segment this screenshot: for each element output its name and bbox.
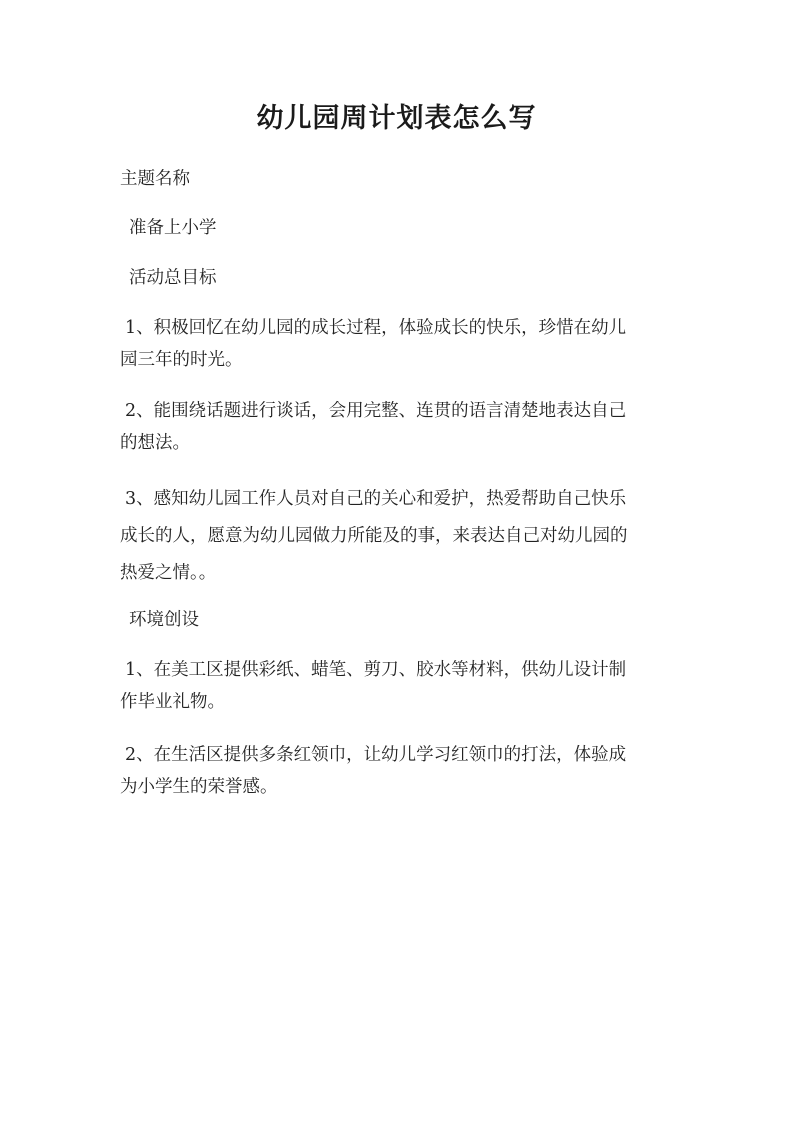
- goal-item-1-line-2: 园三年的时光。: [120, 350, 243, 370]
- document-title: 幼儿园周计划表怎么写: [256, 103, 537, 134]
- goal-item-2-line-2: 的想法。: [120, 433, 190, 453]
- goal-item-3-line-1: 3、感知幼儿园工作人员对自己的关心和爱护，热爱帮助自己快乐: [125, 489, 627, 509]
- goal-item-2: [120, 395, 680, 459]
- goal-item-3: [120, 483, 680, 589]
- theme-label: 主题名称: [120, 169, 190, 189]
- env-item-2-line-1: 2、在生活区提供多条红领巾，让幼儿学习红领巾的打法，体验成: [125, 745, 627, 765]
- goal-item-3-line-2: 成长的人，愿意为幼儿园做力所能及的事，来表达自己对幼儿园的: [120, 526, 628, 546]
- goal-item-3-line-3: 热爱之情。。: [120, 563, 217, 583]
- theme-value: 准备上小学: [129, 218, 217, 238]
- env-heading: 环境创设: [129, 610, 199, 630]
- env-item-2-line-2: 为小学生的荣誉感。: [120, 777, 278, 797]
- env-item-1: [120, 654, 680, 718]
- env-item-2: [120, 739, 680, 803]
- env-item-1-line-2: 作毕业礼物。: [120, 692, 225, 712]
- goal-item-2-line-1: 2、能围绕话题进行谈话，会用完整、连贯的语言清楚地表达自己: [125, 401, 627, 421]
- goal-item-1-line-1: 1、积极回忆在幼儿园的成长过程，体验成长的快乐，珍惜在幼儿: [125, 318, 627, 338]
- goals-heading: 活动总目标: [129, 268, 217, 288]
- env-item-1-line-1: 1、在美工区提供彩纸、蜡笔、剪刀、胶水等材料，供幼儿设计制: [125, 660, 627, 680]
- goal-item-1: [120, 312, 680, 376]
